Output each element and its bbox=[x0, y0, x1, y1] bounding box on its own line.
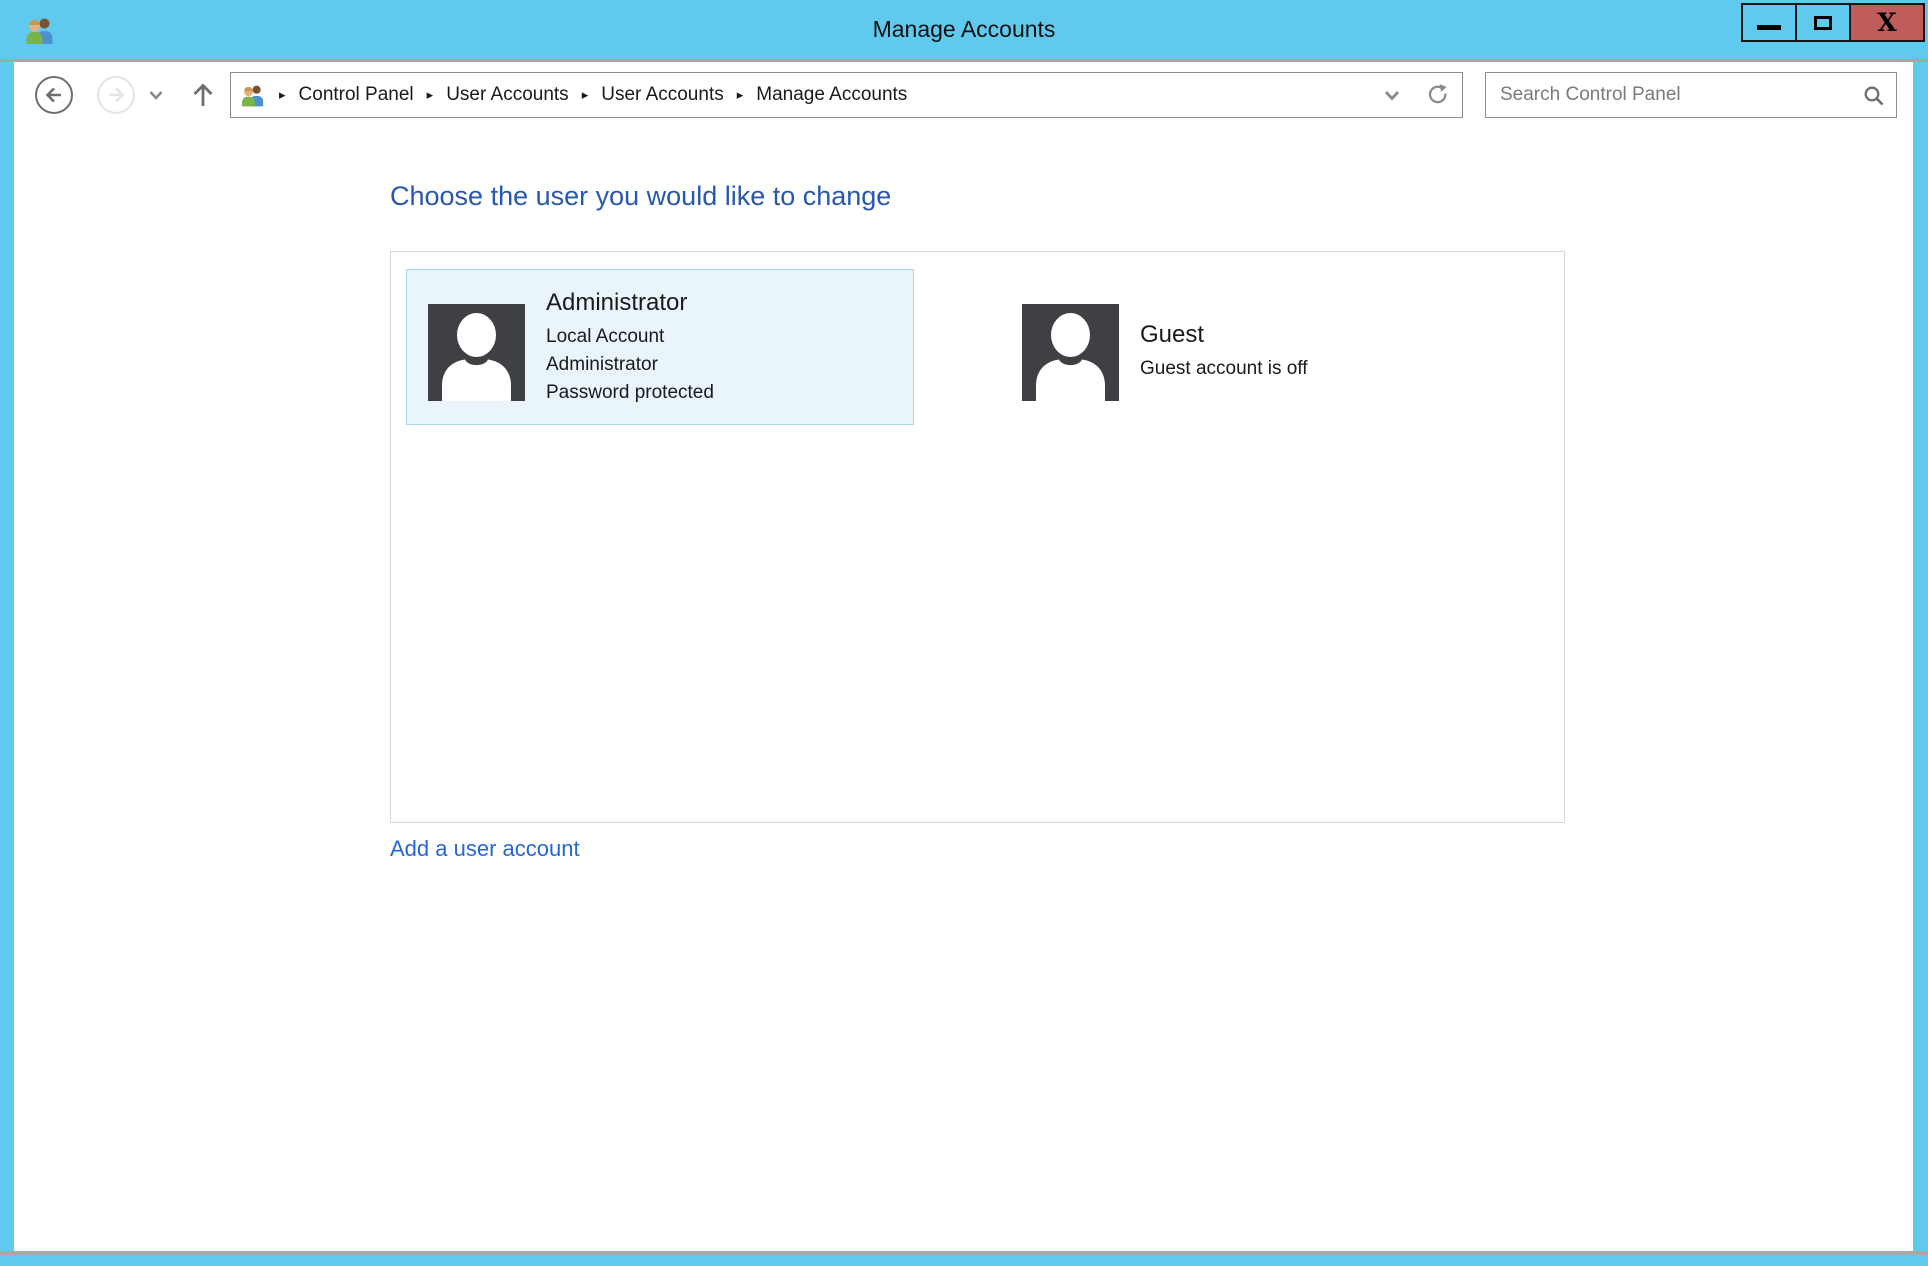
minimize-button[interactable] bbox=[1741, 3, 1797, 42]
breadcrumb-separator-icon: ▸ bbox=[426, 87, 434, 103]
window-title: Manage Accounts bbox=[872, 16, 1056, 42]
refresh-icon bbox=[1426, 82, 1450, 108]
window-border-left bbox=[0, 62, 14, 1266]
account-name: Guest bbox=[1140, 321, 1205, 348]
maximize-icon bbox=[1814, 16, 1832, 30]
search-box bbox=[1485, 72, 1897, 118]
address-dropdown-button[interactable] bbox=[1384, 90, 1400, 101]
up-button[interactable] bbox=[191, 82, 215, 108]
main-content bbox=[14, 125, 1913, 862]
window-border-bottom bbox=[0, 1255, 1928, 1266]
back-arrow-icon bbox=[42, 83, 66, 107]
back-button[interactable] bbox=[35, 76, 73, 114]
search-input[interactable] bbox=[1486, 73, 1896, 117]
title-bar bbox=[0, 0, 1928, 62]
breadcrumb-separator-icon: ▸ bbox=[581, 87, 589, 103]
account-detail: Administrator bbox=[546, 354, 658, 375]
chevron-down-icon bbox=[1384, 90, 1400, 101]
window-border-right bbox=[1913, 62, 1928, 1266]
user-avatar-icon bbox=[428, 304, 525, 401]
account-info bbox=[546, 287, 714, 407]
account-detail: Local Account bbox=[546, 326, 665, 347]
breadcrumb-item-user-accounts-2[interactable]: User Accounts bbox=[601, 84, 724, 105]
navigation-toolbar bbox=[14, 65, 1913, 125]
recent-pages-dropdown-button[interactable] bbox=[149, 90, 163, 100]
refresh-button[interactable] bbox=[1426, 82, 1450, 108]
account-tile-guest[interactable] bbox=[1000, 269, 1470, 425]
close-button[interactable] bbox=[1849, 3, 1925, 42]
user-avatar-icon bbox=[1022, 304, 1119, 401]
account-info bbox=[1140, 319, 1308, 383]
account-detail: Password protected bbox=[546, 382, 714, 403]
maximize-button[interactable] bbox=[1795, 3, 1851, 42]
account-name: Administrator bbox=[546, 289, 688, 316]
breadcrumb-item-user-accounts[interactable]: User Accounts bbox=[446, 84, 569, 105]
breadcrumb-item-manage-accounts[interactable]: Manage Accounts bbox=[756, 84, 908, 105]
minimize-icon bbox=[1757, 25, 1781, 30]
client-area bbox=[14, 65, 1913, 1251]
account-tile-administrator[interactable] bbox=[406, 269, 914, 425]
forward-button[interactable] bbox=[97, 76, 135, 114]
page-title: Choose the user you would like to change bbox=[390, 181, 892, 211]
up-arrow-icon bbox=[191, 82, 215, 108]
address-bar bbox=[230, 72, 1463, 118]
accounts-panel bbox=[390, 251, 1565, 823]
breadcrumb-separator-icon: ▸ bbox=[279, 87, 286, 103]
forward-arrow-icon bbox=[104, 83, 128, 107]
account-detail: Guest account is off bbox=[1140, 358, 1308, 379]
search-icon[interactable] bbox=[1863, 85, 1885, 112]
breadcrumb-location-icon[interactable] bbox=[240, 82, 266, 108]
chevron-down-icon bbox=[149, 90, 163, 100]
breadcrumb-item-control-panel[interactable]: Control Panel bbox=[298, 84, 414, 105]
breadcrumb-separator-icon: ▸ bbox=[736, 87, 744, 103]
address-bar-buttons bbox=[1384, 82, 1450, 108]
close-icon: X bbox=[1877, 8, 1897, 37]
add-user-account-link[interactable]: Add a user account bbox=[390, 836, 580, 861]
window-controls bbox=[1741, 3, 1925, 42]
